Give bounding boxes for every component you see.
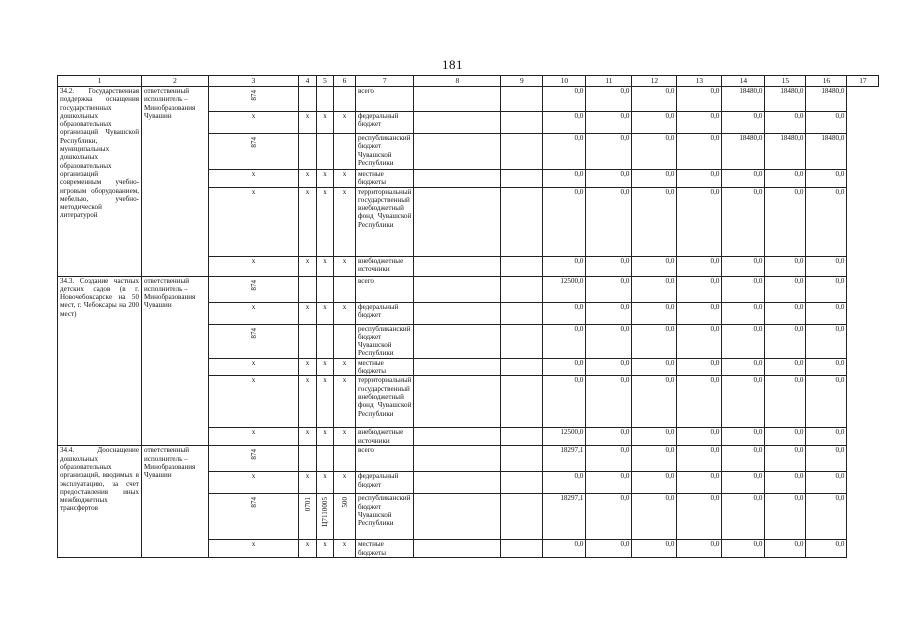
funding-source-cell: республиканский бюджет Чувашской Республики [356,134,414,170]
amount-cell-c13: 0,0 [632,494,677,540]
empty-cell-10 [501,134,543,170]
amount-cell-c11: 12500,0 [543,276,586,302]
column-header-1: 1 [58,76,142,87]
column-header-4: 4 [299,76,317,87]
amount-cell-c15: 0,0 [722,187,765,256]
empty-cell-9 [414,472,501,494]
amount-cell-c13: 0,0 [632,540,677,558]
empty-cell-10 [501,276,543,302]
amount-cell-c11: 0,0 [543,170,586,188]
amount-cell-c17: 0,0 [806,428,847,446]
amount-cell-c13: 0,0 [632,134,677,170]
code-cell-c5: x [299,170,317,188]
amount-cell-c14: 0,0 [677,376,722,428]
amount-cell-c17: 0,0 [806,446,847,472]
table-row [58,446,879,472]
amount-cell-c13: 0,0 [632,256,677,276]
code-cell-c7 [334,87,356,112]
code-cell-c4: x [209,428,299,446]
amount-cell-c11: 0,0 [543,134,586,170]
measure-name-cell: 34.4. Дооснащение дошкольных образовательных организаций, вводимых в эксплуатацию, за счет предоставления иных межбюджетных трансфертов [58,446,142,558]
empty-cell-10 [501,170,543,188]
amount-cell-c13: 0,0 [632,376,677,428]
amount-cell-c14: 0,0 [677,358,722,376]
empty-cell-10 [501,540,543,558]
code-cell-c7 [334,276,356,302]
funding-source-cell: местные бюджеты [356,170,414,188]
amount-cell-c11: 0,0 [543,376,586,428]
code-cell-c5: x [299,187,317,256]
code-cell-c6: x [317,112,334,134]
amount-cell-c12: 0,0 [586,540,632,558]
amount-cell-c11: 0,0 [543,256,586,276]
empty-cell-9 [414,276,501,302]
amount-cell-c12: 0,0 [586,358,632,376]
amount-cell-c17: 0,0 [806,358,847,376]
amount-cell-c15: 0,0 [722,540,765,558]
empty-cell-9 [414,494,501,540]
amount-cell-c16: 18480,0 [765,87,806,112]
code-cell-c5: x [299,358,317,376]
column-header-15: 15 [765,76,806,87]
amount-cell-c16: 0,0 [765,112,806,134]
empty-cell-9 [414,187,501,256]
amount-cell-c14: 0,0 [677,276,722,302]
funding-source-cell: территориальный государственный внебюджетный фонд Чувашской Республики [356,187,414,256]
empty-cell-10 [501,256,543,276]
code-cell-c4 [209,324,299,358]
empty-cell-10 [501,87,543,112]
amount-cell-c14: 0,0 [677,302,722,324]
amount-cell-c16: 0,0 [765,256,806,276]
empty-cell-10 [501,376,543,428]
funding-source-cell: федеральный бюджет [356,472,414,494]
code-cell-c7: x [334,358,356,376]
code-cell-c6: x [317,170,334,188]
code-value: 874 [249,327,258,339]
amount-cell-c12: 0,0 [586,134,632,170]
amount-cell-c16: 0,0 [765,446,806,472]
amount-cell-c14: 0,0 [677,446,722,472]
empty-cell-9 [414,87,501,112]
column-header-12: 12 [632,76,677,87]
column-header-2: 2 [142,76,209,87]
amount-cell-c11: 0,0 [543,472,586,494]
amount-cell-c13: 0,0 [632,87,677,112]
code-cell-c5 [299,324,317,358]
amount-cell-c17: 0,0 [806,324,847,358]
code-cell-c7: x [334,112,356,134]
column-header-8: 8 [414,76,501,87]
code-cell-c6 [317,276,334,302]
amount-cell-c16: 18480,0 [765,134,806,170]
amount-cell-c14: 0,0 [677,324,722,358]
amount-cell-c14: 0,0 [677,472,722,494]
amount-cell-c15: 0,0 [722,428,765,446]
amount-cell-c15: 0,0 [722,256,765,276]
amount-cell-c17: 0,0 [806,376,847,428]
code-cell-c4: x [209,187,299,256]
amount-cell-c13: 0,0 [632,358,677,376]
code-cell-c4: x [209,358,299,376]
code-cell-c7 [334,494,356,540]
amount-cell-c17: 0,0 [806,472,847,494]
amount-cell-c12: 0,0 [586,302,632,324]
code-cell-c6 [317,494,334,540]
amount-cell-c12: 0,0 [586,170,632,188]
amount-cell-c17: 0,0 [806,170,847,188]
amount-cell-c12: 0,0 [586,187,632,256]
amount-cell-c17: 0,0 [806,494,847,540]
amount-cell-c14: 0,0 [677,134,722,170]
code-cell-c7: x [334,428,356,446]
empty-cell-9 [414,256,501,276]
measure-name-cell: 34.3. Создание частных детских садов (в г. Новочебоксарске на 50 мест, г. Чебоксары на 200 мест) [58,276,142,446]
code-cell-c6: x [317,256,334,276]
amount-cell-c11: 0,0 [543,112,586,134]
code-value: 500 [340,497,349,509]
amount-cell-c15: 0,0 [722,170,765,188]
column-header-6: 6 [334,76,356,87]
amount-cell-c14: 0,0 [677,428,722,446]
empty-cell-9 [414,302,501,324]
column-header-7: 7 [356,76,414,87]
amount-cell-c11: 0,0 [543,540,586,558]
amount-cell-c15: 0,0 [722,112,765,134]
amount-cell-c17: 18480,0 [806,87,847,112]
funding-source-cell: внебюджетные источники [356,256,414,276]
column-header-17: 17 [847,76,879,87]
code-cell-c4: x [209,302,299,324]
code-value: 874 [249,279,258,291]
code-cell-c7: x [334,170,356,188]
amount-cell-c13: 0,0 [632,472,677,494]
amount-cell-c12: 0,0 [586,87,632,112]
empty-cell-10 [501,358,543,376]
empty-cell-10 [501,187,543,256]
empty-cell-9 [414,376,501,428]
empty-cell-9 [414,324,501,358]
code-value: 874 [249,497,258,509]
amount-cell-c15: 0,0 [722,302,765,324]
measure-name-cell: 34.2. Государственная поддержка оснащения государственных дошкольных образовательных организаций Чувашской Республики, муниципальных дошкольных образовательных организаций современным учебно-игровым оборудованием, мебелью, учебно-методической литературой [58,87,142,277]
amount-cell-c17: 0,0 [806,276,847,302]
amount-cell-c13: 0,0 [632,170,677,188]
code-cell-c5: x [299,428,317,446]
amount-cell-c12: 0,0 [586,446,632,472]
amount-cell-c15: 0,0 [722,494,765,540]
empty-cell-9 [414,358,501,376]
amount-cell-c17: 0,0 [806,256,847,276]
amount-cell-c16: 0,0 [765,472,806,494]
amount-cell-c17: 0,0 [806,187,847,256]
amount-cell-c14: 0,0 [677,170,722,188]
empty-cell-9 [414,428,501,446]
code-cell-c6: x [317,472,334,494]
amount-cell-c12: 0,0 [586,472,632,494]
amount-cell-c17: 0,0 [806,540,847,558]
amount-cell-c15: 0,0 [722,472,765,494]
code-cell-c7: x [334,540,356,558]
amount-cell-c13: 0,0 [632,324,677,358]
amount-cell-c11: 18297,1 [543,494,586,540]
code-cell-c4 [209,134,299,170]
code-cell-c4: x [209,256,299,276]
amount-cell-c15: 0,0 [722,358,765,376]
code-cell-c4: x [209,540,299,558]
funding-source-cell: всего [356,446,414,472]
funding-source-cell: всего [356,276,414,302]
code-cell-c7 [334,134,356,170]
amount-cell-c17: 18480,0 [806,134,847,170]
empty-cell-9 [414,134,501,170]
funding-source-cell: республиканский бюджет Чувашской Республики [356,494,414,540]
code-cell-c6: x [317,358,334,376]
code-cell-c6 [317,134,334,170]
code-cell-c4: x [209,472,299,494]
executor-cell: ответственный исполнитель – Минобразования Чувашии [142,276,209,446]
code-value: 874 [249,90,258,101]
code-value: 0701 [303,497,312,512]
amount-cell-c14: 0,0 [677,256,722,276]
column-header-9: 9 [501,76,543,87]
code-cell-c5 [299,494,317,540]
code-cell-c7 [334,324,356,358]
code-cell-c6: x [317,302,334,324]
amount-cell-c11: 0,0 [543,187,586,256]
amount-cell-c16: 0,0 [765,324,806,358]
amount-cell-c11: 0,0 [543,302,586,324]
amount-cell-c13: 0,0 [632,302,677,324]
funding-source-cell: внебюджетные источники [356,428,414,446]
amount-cell-c12: 0,0 [586,494,632,540]
amount-cell-c12: 0,0 [586,324,632,358]
amount-cell-c13: 0,0 [632,446,677,472]
column-header-5: 5 [317,76,334,87]
code-cell-c5: x [299,112,317,134]
column-header-13: 13 [677,76,722,87]
table-row [58,276,879,302]
empty-cell-10 [501,302,543,324]
code-cell-c7 [334,446,356,472]
amount-cell-c17: 0,0 [806,112,847,134]
amount-cell-c14: 0,0 [677,112,722,134]
amount-cell-c12: 0,0 [586,256,632,276]
code-cell-c4: x [209,170,299,188]
code-cell-c6: x [317,428,334,446]
budget-table [57,75,879,558]
amount-cell-c11: 0,0 [543,87,586,112]
amount-cell-c17: 0,0 [806,302,847,324]
code-cell-c5 [299,446,317,472]
empty-cell-10 [501,428,543,446]
amount-cell-c16: 0,0 [765,302,806,324]
amount-cell-c16: 0,0 [765,276,806,302]
table-row [58,87,879,112]
amount-cell-c16: 0,0 [765,170,806,188]
amount-cell-c14: 0,0 [677,540,722,558]
amount-cell-c15: 18480,0 [722,87,765,112]
empty-cell-10 [501,472,543,494]
code-cell-c6 [317,87,334,112]
code-cell-c4: x [209,376,299,428]
code-cell-c7: x [334,376,356,428]
column-header-3: 3 [209,76,299,87]
code-cell-c5: x [299,472,317,494]
amount-cell-c16: 0,0 [765,494,806,540]
empty-cell-9 [414,540,501,558]
page-number: 181 [442,57,463,72]
amount-cell-c15: 0,0 [722,376,765,428]
code-cell-c6: x [317,187,334,256]
code-cell-c6: x [317,376,334,428]
amount-cell-c12: 0,0 [586,112,632,134]
amount-cell-c11: 12500,0 [543,428,586,446]
code-value: 874 [249,137,258,148]
amount-cell-c15: 0,0 [722,446,765,472]
empty-cell-10 [501,446,543,472]
amount-cell-c11: 0,0 [543,358,586,376]
code-cell-c4 [209,276,299,302]
amount-cell-c14: 0,0 [677,187,722,256]
amount-cell-c16: 0,0 [765,358,806,376]
code-cell-c5: x [299,540,317,558]
code-cell-c4: x [209,112,299,134]
empty-cell-10 [501,324,543,358]
code-cell-c7: x [334,256,356,276]
funding-source-cell: местные бюджеты [356,540,414,558]
code-cell-c5: x [299,376,317,428]
amount-cell-c16: 0,0 [765,187,806,256]
code-cell-c7: x [334,472,356,494]
code-cell-c7: x [334,302,356,324]
amount-cell-c12: 0,0 [586,376,632,428]
code-cell-c4 [209,446,299,472]
amount-cell-c13: 0,0 [632,187,677,256]
empty-cell-10 [501,494,543,540]
executor-cell: ответственный исполнитель – Минобразования Чувашии [142,446,209,558]
amount-cell-c13: 0,0 [632,276,677,302]
amount-cell-c12: 0,0 [586,428,632,446]
amount-cell-c12: 0,0 [586,276,632,302]
amount-cell-c16: 0,0 [765,540,806,558]
funding-source-cell: республиканский бюджет Чувашской Республики [356,324,414,358]
amount-cell-c16: 0,0 [765,376,806,428]
empty-cell-9 [414,446,501,472]
funding-source-cell: федеральный бюджет [356,112,414,134]
code-cell-c5 [299,134,317,170]
code-cell-c6 [317,446,334,472]
column-header-10: 10 [543,76,586,87]
amount-cell-c13: 0,0 [632,428,677,446]
empty-cell-9 [414,112,501,134]
code-cell-c4 [209,87,299,112]
amount-cell-c16: 0,0 [765,428,806,446]
amount-cell-c15: 0,0 [722,276,765,302]
header-row [58,76,879,87]
column-header-16: 16 [806,76,847,87]
code-value: 874 [249,449,258,461]
code-value: Ц7110005 [321,497,329,528]
funding-source-cell: федеральный бюджет [356,302,414,324]
code-cell-c5 [299,276,317,302]
funding-source-cell: всего [356,87,414,112]
code-cell-c7: x [334,187,356,256]
code-cell-c6: x [317,540,334,558]
empty-cell-9 [414,170,501,188]
funding-source-cell: местные бюджеты [356,358,414,376]
code-cell-c4 [209,494,299,540]
amount-cell-c11: 0,0 [543,324,586,358]
amount-cell-c14: 0,0 [677,87,722,112]
amount-cell-c13: 0,0 [632,112,677,134]
code-cell-c5: x [299,302,317,324]
executor-cell: ответственный исполнитель – Минобразования Чувашии [142,87,209,277]
code-cell-c5: x [299,256,317,276]
column-header-14: 14 [722,76,765,87]
amount-cell-c15: 18480,0 [722,134,765,170]
code-cell-c5 [299,87,317,112]
amount-cell-c11: 18297,1 [543,446,586,472]
funding-source-cell: территориальный государственный внебюджетный фонд Чувашской Республики [356,376,414,428]
code-cell-c6 [317,324,334,358]
empty-cell-10 [501,112,543,134]
column-header-11: 11 [586,76,632,87]
amount-cell-c14: 0,0 [677,494,722,540]
amount-cell-c15: 0,0 [722,324,765,358]
